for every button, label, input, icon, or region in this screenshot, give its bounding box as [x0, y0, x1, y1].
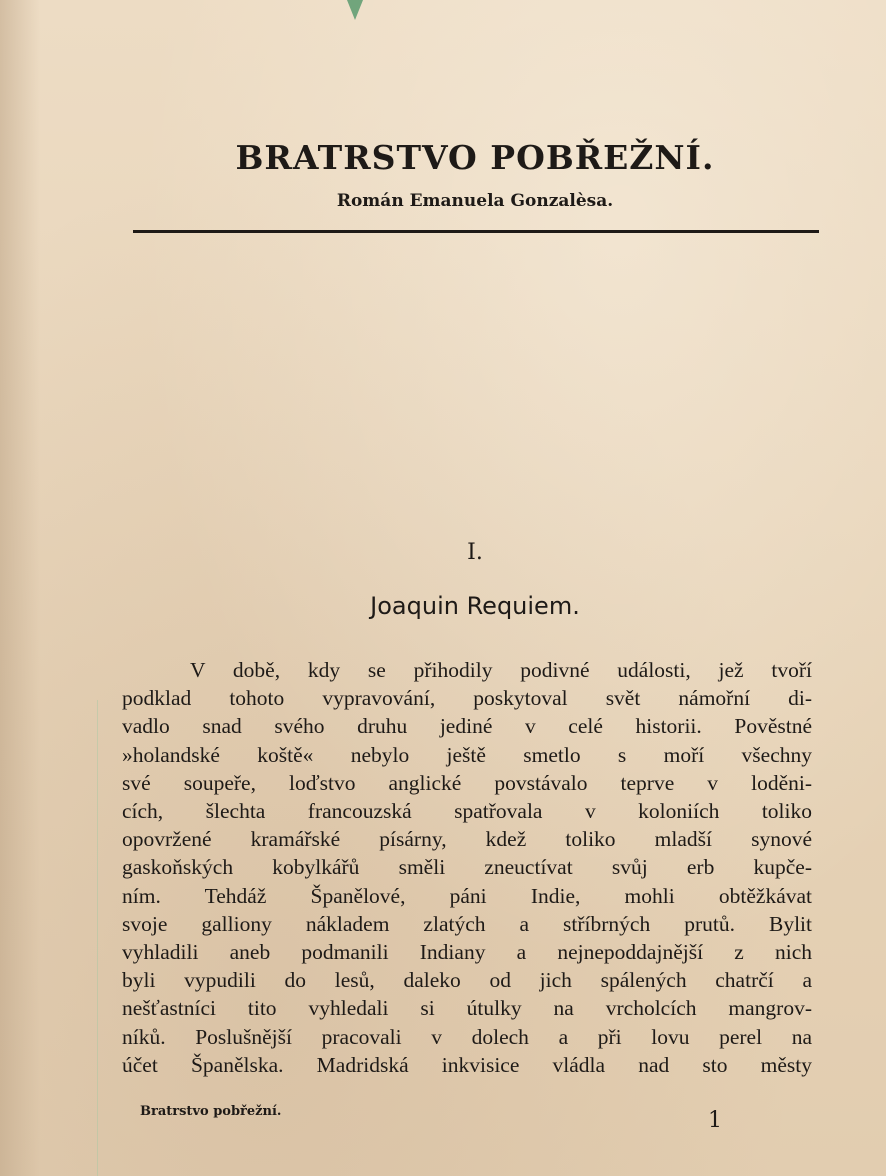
book-subtitle: Román Emanuela Gonzalèsa. — [336, 191, 614, 211]
text-line: níků. Poslušnější pracovali v dolech a při lovu perel na — [122, 1024, 812, 1049]
text-line: V době, kdy se přihodily podivné události, jež tvoří — [190, 658, 812, 682]
book-title: BRATRSTVO POBŘEŽNÍ. — [235, 138, 715, 177]
text-line: opovržené kramářské písárny, kdež toliko mladší synové — [122, 827, 812, 852]
text-line: byli vypudili do lesů, daleko od jich spálených chatrčí a — [122, 968, 812, 993]
text-line: »holandské koště« nebylo ještě smetlo s moří všechny — [122, 742, 812, 767]
text-line: účet Španělska. Madridská inkvisice vládla nad sto městy — [122, 1052, 812, 1077]
page-number: 1 — [708, 1108, 722, 1133]
text-line: gaskoňských kobylkářů směli zneuctívat svůj erb kupče- — [122, 855, 812, 880]
body-paragraph — [122, 656, 812, 1079]
leaf-ornament-icon — [343, 0, 367, 22]
running-footer-title: Bratrstvo pobřežní. — [140, 1104, 282, 1119]
text-line: cích, šlechta francouzská spatřovala v koloniích toliko — [122, 799, 812, 824]
text-line: vyhladili aneb podmanili Indiany a nejnepoddajnější z nich — [122, 940, 812, 965]
page-fold-line — [97, 700, 98, 1176]
text-line: podklad tohoto vypravování, poskytoval svět námořní di- — [122, 686, 812, 711]
chapter-title: Joaquin Requiem. — [370, 592, 580, 620]
text-line: své soupeře, loďstvo anglické povstávalo teprve v loděni- — [122, 770, 812, 795]
text-line: svoje galliony nákladem zlatých a stříbrných prutů. Bylit — [122, 911, 812, 936]
text-line: nešťastníci tito vyhledali si útulky na vrcholcích mangrov- — [122, 996, 812, 1021]
text-line: ním. Tehdáž Španělové, páni Indie, mohli obtěžkávat — [122, 883, 812, 908]
page-edge-shadow — [0, 0, 40, 1176]
title-divider — [133, 230, 819, 233]
text-line: vadlo snad svého druhu jediné v celé historii. Pověstné — [122, 714, 812, 739]
chapter-number: I. — [467, 540, 483, 565]
